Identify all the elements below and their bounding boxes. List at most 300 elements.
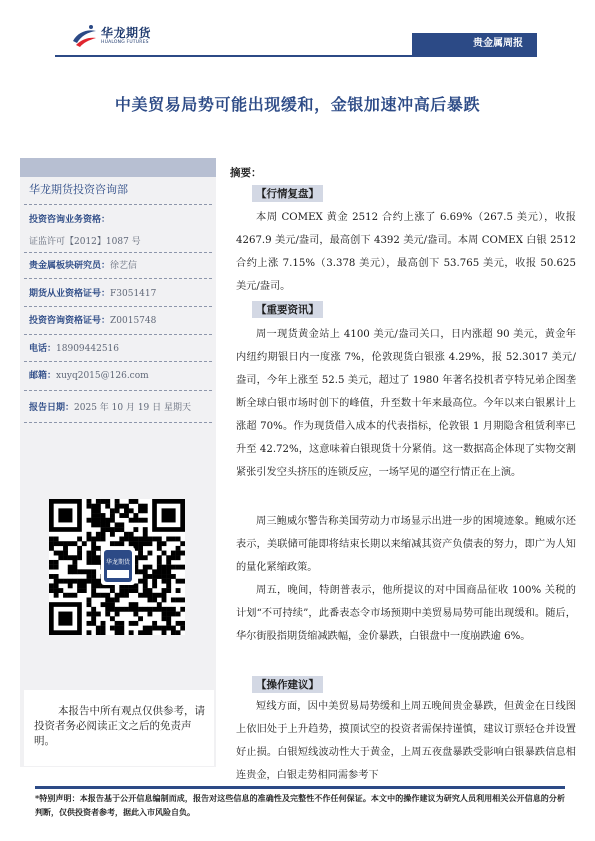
qr-module: [105, 518, 110, 523]
qr-finder-pattern: [58, 612, 72, 626]
disclaimer-notice-box: [24, 690, 214, 766]
qr-module: [143, 565, 148, 570]
qr-module: [110, 588, 115, 593]
qr-module: [101, 513, 106, 518]
qr-module: [143, 583, 148, 588]
analyst-sidebar: [20, 158, 216, 767]
qr-module: [157, 565, 162, 570]
qr-module: [105, 607, 110, 612]
qr-module: [133, 602, 138, 607]
qr-module: [143, 626, 148, 631]
qr-module: [63, 541, 68, 546]
qr-module: [58, 555, 63, 560]
qr-module: [166, 626, 171, 631]
qr-module: [105, 602, 110, 607]
qr-module: [101, 602, 106, 607]
qr-module: [119, 537, 124, 542]
qr-module: [176, 565, 181, 570]
phone-label: 电话：: [29, 344, 57, 354]
qr-module: [115, 541, 120, 546]
qr-module: [124, 607, 129, 612]
qr-module: [87, 532, 92, 537]
qr-module: [180, 626, 185, 631]
qr-module: [58, 579, 63, 584]
qr-module: [68, 565, 73, 570]
qr-module: [77, 546, 82, 551]
date-row: [29, 402, 191, 415]
qr-module: [143, 588, 148, 593]
qr-module: [101, 527, 106, 532]
qr-module: [119, 541, 124, 546]
qr-module: [91, 555, 96, 560]
qr-module: [101, 518, 106, 523]
qr-module: [171, 630, 176, 635]
qr-module: [115, 607, 120, 612]
qr-module: [133, 541, 138, 546]
qr-module: [91, 616, 96, 621]
qr-module: [91, 593, 96, 598]
qr-module: [82, 588, 87, 593]
qr-module: [143, 532, 148, 537]
qr-module: [162, 569, 167, 574]
qr-module: [87, 630, 92, 635]
consult-cert-row: [29, 315, 156, 328]
report-type-tag: 贵金属周报: [412, 33, 537, 55]
qr-module: [176, 555, 181, 560]
qr-module: [110, 541, 115, 546]
sidebar-divider: [24, 204, 212, 205]
qr-module: [119, 626, 124, 631]
company-logo: [70, 22, 182, 52]
qr-module: [147, 574, 152, 579]
qr-module: [129, 630, 134, 635]
qr-module: [129, 499, 134, 504]
qr-module: [152, 579, 157, 584]
key-news-paragraph-1: 周一现货黄金站上 4100 美元/盎司关口，日内涨超 90 美元，黄金年内纽约期银日内一度涨 7%，伦敦现货白银涨 4.29%，报 52.3017 美元/盎司，今年上涨至 52.5 美元，超过了 1980 年著名投机者亨特兄弟企图垄断全球白银市场时创下的峰值，升至数十年来最高位。今年以来白银累计上涨超 70%。作为现货借入成本的代表指标，伦敦银 1 月期隐含租赁利率已升至 42.72%，这意味着白银现货十分紧俏。这一数据高企体现了实物交割紧张引发空头挤压的连锁反应，一场罕见的逼空行情正在上演。: [236, 329, 576, 478]
footer-disclaimer: *特别声明：本报告基于公开信息编制而成，报告对这些信息的准确性及完整性不作任何保证。本文中的操作建议为研究人员利用相关公开信息的分析判断，仅供投资者参考，据此入市风险自负。: [35, 793, 565, 817]
qr-module: [147, 597, 152, 602]
qr-module: [87, 560, 92, 565]
qr-module: [96, 593, 101, 598]
qr-module: [91, 579, 96, 584]
qr-module: [147, 612, 152, 617]
qr-logo-text: 华龙期货: [105, 559, 131, 566]
qr-module: [143, 574, 148, 579]
qr-module: [72, 555, 77, 560]
qr-module: [96, 499, 101, 504]
qr-module: [171, 565, 176, 570]
qr-module: [54, 551, 59, 556]
qr-module: [91, 574, 96, 579]
qr-module: [133, 607, 138, 612]
qr-module: [101, 532, 106, 537]
qr-module: [96, 522, 101, 527]
phone-row: [29, 343, 119, 356]
qr-module: [119, 593, 124, 598]
qr-module: [105, 593, 110, 598]
qr-module: [91, 541, 96, 546]
qr-module: [49, 541, 54, 546]
qr-module: [110, 616, 115, 621]
key-news-paragraph-2: 周三鲍威尔警告称美国劳动力市场显示出进一步的困境迹象。鲍威尔还表示，美联储可能即将结束长期以来缩减其资产负债表的努力，即广为人知的量化紧缩政策。: [236, 516, 576, 573]
qr-module: [171, 537, 176, 542]
qr-module: [166, 607, 171, 612]
qr-module: [124, 513, 129, 518]
qr-module: [119, 522, 124, 527]
report-date: 2025 年 10 月 19 日 星期天: [74, 403, 191, 413]
qr-module: [180, 607, 185, 612]
qr-module: [133, 499, 138, 504]
license-value: 证监许可【2012】1087 号: [29, 237, 141, 247]
qr-module: [152, 537, 157, 542]
qr-module: [143, 555, 148, 560]
qr-module: [49, 565, 54, 570]
qr-module: [110, 626, 115, 631]
qr-module: [166, 583, 171, 588]
qr-module: [63, 555, 68, 560]
qr-module: [101, 537, 106, 542]
qr-module: [101, 593, 106, 598]
qr-module: [143, 537, 148, 542]
qr-module: [129, 532, 134, 537]
qr-module: [115, 527, 120, 532]
qr-module: [176, 612, 181, 617]
qr-module: [176, 597, 181, 602]
qr-module: [133, 621, 138, 626]
qr-module: [124, 593, 129, 598]
sidebar-department: 华龙期货投资咨询部: [29, 183, 128, 196]
qr-module: [91, 569, 96, 574]
qr-module: [166, 574, 171, 579]
qr-module: [166, 579, 171, 584]
qr-module: [115, 621, 120, 626]
qr-module: [68, 593, 73, 598]
qr-module: [63, 551, 68, 556]
qr-module: [138, 593, 143, 598]
qr-module: [87, 499, 92, 504]
qr-module: [147, 565, 152, 570]
qr-module: [157, 593, 162, 598]
sidebar-divider: [24, 390, 212, 391]
qr-module: [124, 504, 129, 509]
qr-module: [162, 616, 167, 621]
qr-module: [91, 551, 96, 556]
qr-module: [157, 602, 162, 607]
qr-module: [77, 583, 82, 588]
qr-module: [110, 607, 115, 612]
qr-module: [91, 508, 96, 513]
qr-module: [87, 579, 92, 584]
qr-module: [96, 579, 101, 584]
qr-module: [162, 626, 167, 631]
qr-module: [54, 537, 59, 542]
qr-module: [157, 626, 162, 631]
qr-module: [180, 597, 185, 602]
qr-module: [91, 560, 96, 565]
researcher-name: 徐艺信: [110, 261, 138, 271]
qr-module: [54, 579, 59, 584]
qr-module: [129, 518, 134, 523]
qr-module: [152, 569, 157, 574]
qr-module: [82, 579, 87, 584]
qr-module: [115, 630, 120, 635]
qr-module: [171, 612, 176, 617]
qr-module: [180, 551, 185, 556]
qr-module: [119, 621, 124, 626]
qr-module: [91, 546, 96, 551]
qr-module: [119, 630, 124, 635]
qr-module: [171, 626, 176, 631]
qr-module: [176, 537, 181, 542]
qr-module: [77, 555, 82, 560]
qr-module: [101, 630, 106, 635]
qr-module: [133, 518, 138, 523]
footer-divider: [35, 786, 565, 789]
qr-module: [157, 555, 162, 560]
qr-module: [110, 527, 115, 532]
qr-module: [87, 602, 92, 607]
qr-module: [105, 504, 110, 509]
qr-module: [166, 565, 171, 570]
qr-module: [101, 499, 106, 504]
qr-module: [49, 588, 54, 593]
qr-module: [157, 560, 162, 565]
header-divider: [55, 55, 537, 57]
qr-module: [138, 607, 143, 612]
qr-module: [110, 532, 115, 537]
qr-finder-pattern: [162, 508, 176, 522]
qr-module: [87, 569, 92, 574]
qr-module: [157, 546, 162, 551]
qr-module: [54, 565, 59, 570]
qr-module: [49, 574, 54, 579]
consult-cert-label: 投资咨询资格证号：: [29, 316, 111, 326]
qr-module: [110, 602, 115, 607]
qr-module: [152, 574, 157, 579]
qr-module: [87, 621, 92, 626]
email-address[interactable]: xuyq2015@126.com: [56, 371, 149, 381]
qr-module: [68, 579, 73, 584]
qr-module: [143, 504, 148, 509]
qr-module: [91, 513, 96, 518]
qr-module: [166, 588, 171, 593]
qr-module: [129, 602, 134, 607]
qr-module: [138, 537, 143, 542]
qr-module: [96, 626, 101, 631]
consult-cert-value: Z0015748: [110, 316, 157, 326]
qr-module: [72, 579, 77, 584]
sidebar-divider: [24, 422, 212, 423]
qr-module: [82, 583, 87, 588]
qr-module: [147, 593, 152, 598]
qr-module: [115, 626, 120, 631]
qr-module: [119, 607, 124, 612]
qr-module: [176, 551, 181, 556]
qr-module: [87, 504, 92, 509]
qr-module: [138, 504, 143, 509]
qr-module: [49, 537, 54, 542]
qr-module: [171, 555, 176, 560]
qr-module: [63, 593, 68, 598]
futures-cert-row: [29, 288, 156, 301]
qr-module: [91, 588, 96, 593]
qr-module: [87, 574, 92, 579]
qr-module: [96, 583, 101, 588]
license-label: 投资咨询业务资格：: [29, 215, 111, 225]
qr-module: [171, 607, 176, 612]
sidebar-divider: [24, 334, 212, 335]
qr-module: [180, 579, 185, 584]
qr-module: [162, 588, 167, 593]
qr-module: [91, 518, 96, 523]
key-news-paragraph-3: 周五，晚间，特朗普表示，他所提议的对中国商品征收 100% 关税的计划“不可持续”，此番表态令市场预期中美贸易局势可能出现缓和。随后，华尔街股指期货缩减跌幅，金价暴跌，白银盘中一度崩跌逾 6%。: [236, 585, 576, 642]
qr-module: [101, 522, 106, 527]
qr-module: [176, 621, 181, 626]
qr-module: [143, 630, 148, 635]
qr-module: [162, 551, 167, 556]
qr-module: [54, 574, 59, 579]
qr-module: [133, 583, 138, 588]
qr-module: [49, 583, 54, 588]
qr-module: [162, 579, 167, 584]
qr-module: [152, 626, 157, 631]
qr-module: [96, 532, 101, 537]
qr-module: [166, 560, 171, 565]
qr-module: [162, 574, 167, 579]
qr-module: [115, 508, 120, 513]
qr-module: [157, 607, 162, 612]
qr-module: [166, 612, 171, 617]
report-body: [230, 165, 582, 780]
trading-advice-paragraph: 短线方面，因中美贸易局势缓和上周五晚间贵金暴跌，但黄金在日线图上依旧处于上升趋势，摸顶试空的投资者需保持谨慎，建议订票轻仓并设置好止损。白银短线波动性大于黄金，上周五夜盘暴跌受影响白银暴跌信息相连贵金，白银走势相同需参考下: [236, 701, 576, 780]
qr-module: [143, 569, 148, 574]
qr-module: [82, 569, 87, 574]
qr-module: [68, 583, 73, 588]
qr-module: [133, 527, 138, 532]
qr-module: [63, 546, 68, 551]
qr-module: [115, 597, 120, 602]
qr-module: [110, 597, 115, 602]
qr-module: [58, 541, 63, 546]
qr-module: [162, 593, 167, 598]
qr-module: [91, 583, 96, 588]
qr-module: [124, 537, 129, 542]
qr-module: [110, 513, 115, 518]
qr-module: [147, 541, 152, 546]
qr-module: [162, 607, 167, 612]
section-key-news: 【重要资讯】: [252, 301, 323, 318]
qr-module: [91, 612, 96, 617]
qr-module: [138, 551, 143, 556]
qr-module: [180, 621, 185, 626]
qr-module: [147, 626, 152, 631]
qr-module: [157, 537, 162, 542]
qr-module: [77, 579, 82, 584]
qr-logo-bar: [107, 570, 129, 578]
sidebar-divider: [24, 278, 212, 279]
qr-module: [58, 551, 63, 556]
phone-number: 18909442516: [56, 344, 120, 354]
qr-module: [176, 546, 181, 551]
qr-module: [129, 588, 134, 593]
sidebar-divider: [24, 306, 212, 307]
qr-module: [162, 630, 167, 635]
section-trading-advice: 【操作建议】: [252, 676, 323, 693]
researcher-row: [29, 260, 137, 273]
qr-module: [133, 612, 138, 617]
logo-english-name: HUALONG FUTURES: [101, 40, 149, 45]
qr-module: [77, 588, 82, 593]
qr-module: [115, 504, 120, 509]
qr-module: [152, 597, 157, 602]
qr-module: [115, 612, 120, 617]
qr-module: [68, 555, 73, 560]
qr-code[interactable]: [49, 499, 185, 635]
qr-module: [157, 569, 162, 574]
qr-module: [91, 607, 96, 612]
abstract-label: 摘要：: [230, 167, 262, 179]
qr-module: [115, 593, 120, 598]
qr-module: [119, 527, 124, 532]
qr-module: [171, 597, 176, 602]
qr-module: [147, 607, 152, 612]
qr-module: [72, 565, 77, 570]
qr-module: [171, 551, 176, 556]
researcher-label: 贵金属板块研究员：: [29, 261, 111, 271]
qr-module: [68, 541, 73, 546]
qr-finder-pattern: [58, 508, 72, 522]
qr-module: [91, 522, 96, 527]
qr-module: [54, 541, 59, 546]
qr-module: [166, 537, 171, 542]
logo-name: 华龙期货: [101, 26, 152, 40]
qr-module: [72, 560, 77, 565]
qr-module: [166, 621, 171, 626]
qr-module: [105, 522, 110, 527]
qr-module: [157, 574, 162, 579]
qr-module: [119, 504, 124, 509]
qr-module: [143, 541, 148, 546]
qr-module: [105, 499, 110, 504]
qr-module: [152, 593, 157, 598]
qr-module: [138, 630, 143, 635]
qr-module: [162, 565, 167, 570]
qr-module: [115, 499, 120, 504]
qr-module: [162, 597, 167, 602]
qr-module: [147, 537, 152, 542]
qr-module: [101, 621, 106, 626]
qr-module: [77, 569, 82, 574]
qr-module: [54, 593, 59, 598]
qr-module: [166, 569, 171, 574]
qr-module: [171, 574, 176, 579]
qr-module: [72, 569, 77, 574]
qr-module: [110, 518, 115, 523]
qr-module: [101, 626, 106, 631]
qr-module: [87, 551, 92, 556]
qr-module: [54, 588, 59, 593]
qr-module: [143, 593, 148, 598]
qr-module: [87, 597, 92, 602]
date-label: 报告日期：: [29, 403, 75, 413]
sidebar-divider: [24, 252, 212, 253]
qr-module: [176, 588, 181, 593]
qr-module: [133, 537, 138, 542]
qr-module: [96, 518, 101, 523]
qr-module: [152, 583, 157, 588]
qr-module: [129, 508, 134, 513]
qr-module: [91, 621, 96, 626]
